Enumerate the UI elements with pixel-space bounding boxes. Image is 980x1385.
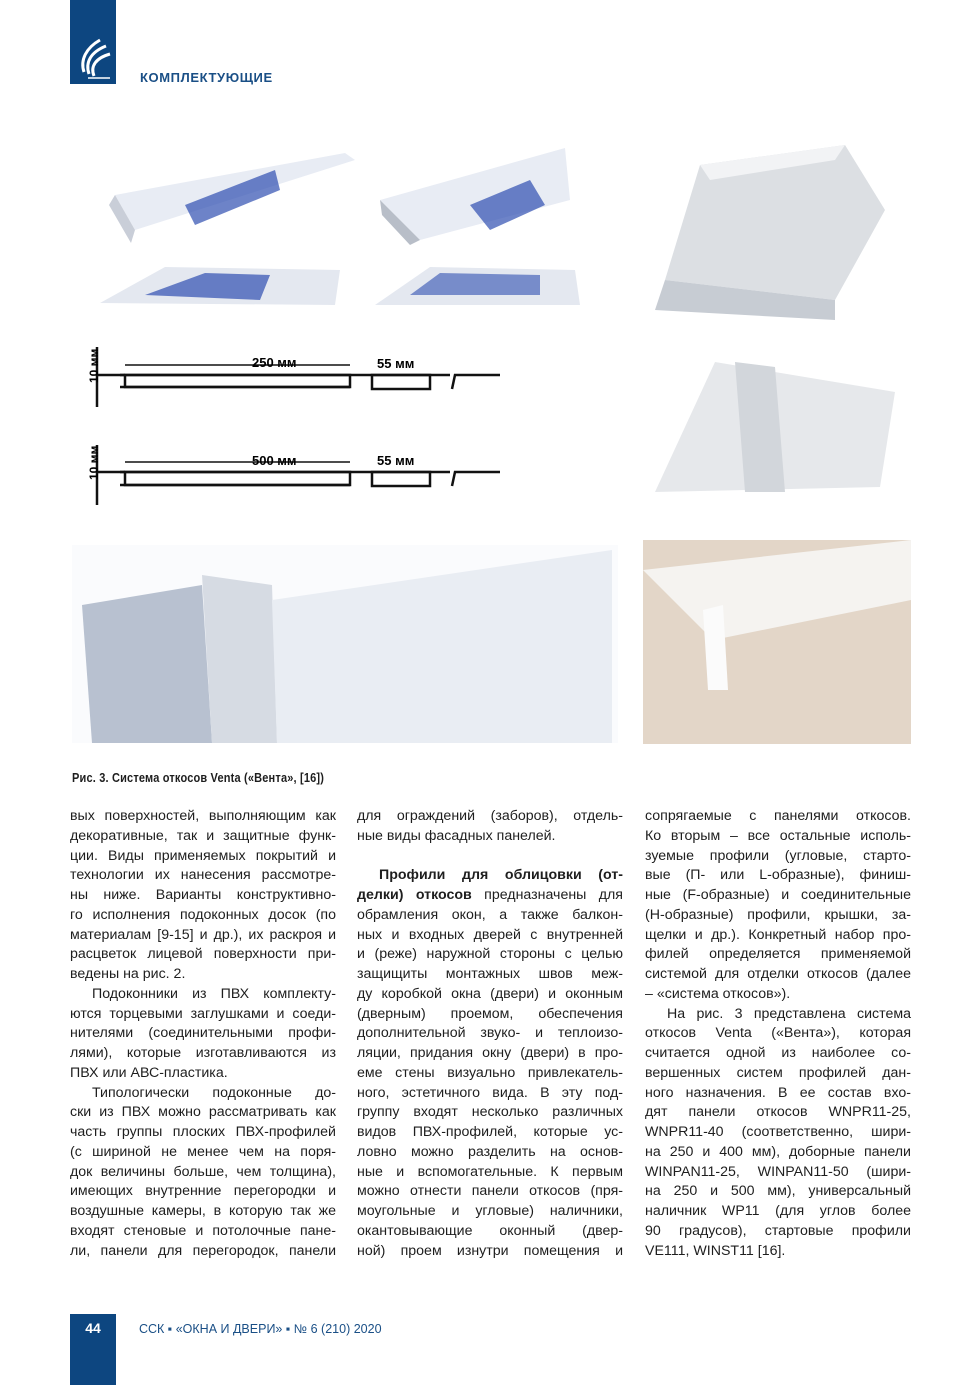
text-line: на 250 и 400 мм), доборные панели — [645, 1143, 911, 1160]
text-line: наличник WP11 (для углов более — [645, 1203, 911, 1219]
text-line: VE111, WINST11 [16]. — [645, 1242, 786, 1259]
text-line: для ограждений (заборов), отдель- — [357, 808, 623, 824]
text-line: обрамления окон, а также балкон- — [357, 906, 623, 923]
text-column-3 — [645, 807, 911, 1261]
text-line: лями), которые изготавливаются из — [70, 1045, 336, 1061]
text-line — [357, 886, 623, 906]
text-line: – «система откосов»). — [645, 985, 791, 1002]
text-run: предназначены для — [471, 887, 623, 903]
text-line: моугольные и угловые) наличники, — [357, 1203, 623, 1219]
text-line: ной) проем изнутри помещения и — [357, 1242, 623, 1259]
text-line: видов ПВХ-профилей, которые ус- — [357, 1124, 623, 1140]
text-line: сопрягаемые с панелями откосов. — [645, 808, 911, 824]
text-line: вых поверхностей, выполняющим как — [70, 808, 336, 824]
text-column-2 — [357, 807, 623, 1261]
text-line: Подоконники из ПВХ комплекту- — [92, 985, 336, 1002]
text-line: ные и вспомогательные. К первым — [357, 1163, 623, 1180]
bold-term: Профили для облицовки (от- — [379, 867, 623, 884]
text-line: ловно можно разделить на основ- — [357, 1143, 623, 1160]
width-label-top: 250 мм — [252, 355, 297, 370]
text-line: (с шириной не менее чем на поря- — [70, 1143, 336, 1160]
windowsill-photo — [643, 540, 911, 744]
thickness-label-top: 10 мм — [87, 348, 101, 383]
text-line: WNPR11-40 (соответственно, шири- — [645, 1124, 911, 1140]
text-line: ляции, придания окну (двери) в про- — [357, 1045, 623, 1061]
text-line: ду коробкой окна (двери) и оконным — [357, 985, 623, 1002]
text-line: (Н-образные) профили, крышки, за- — [645, 906, 911, 923]
footer-journal: ССК ▪ «ОКНА И ДВЕРИ» ▪ № 6 (210) 2020 — [139, 1322, 382, 1336]
profile-dimension-drawing — [80, 335, 610, 510]
text-line: декоративные, так и защитные функ- — [70, 827, 336, 844]
text-line: зуемые профили (угловые, старто- — [645, 847, 911, 864]
text-line: откосов Venta («Вента»), которая — [645, 1025, 911, 1042]
text-line: филей определяется применяемой — [645, 946, 911, 963]
text-line: технологии их нанесения рассмотре- — [70, 867, 336, 884]
panel-samples-photo — [95, 145, 365, 320]
header-bar — [70, 0, 116, 84]
text-line — [357, 866, 623, 886]
text-column-1 — [70, 807, 336, 1261]
text-line: защищиты монтажных швов меж- — [357, 966, 623, 982]
text-line: считается одной из наиболее со- — [645, 1045, 911, 1061]
text-line: материалам [9-15] и др.), их раскроя и — [70, 926, 336, 943]
text-line: можно отнести панели откосов (пря- — [357, 1183, 623, 1200]
text-line: ции. Виды применяемых покрытий и — [70, 847, 336, 864]
text-line: Ко вторым – все остальные исполь- — [645, 827, 911, 844]
text-line: дят панели откосов WNPR11-25, — [645, 1104, 911, 1121]
text-line: ведены на рис. 2. — [70, 966, 186, 982]
text-line: часть группы плоских ПВХ-профилей — [70, 1124, 336, 1140]
text-line: ски из ПВХ можно рассматривать как — [70, 1104, 336, 1121]
text-line: на 250 и 500 мм), универсальный — [645, 1183, 911, 1200]
page-number: 44 — [85, 1320, 101, 1336]
connector-label-top: 55 мм — [377, 356, 415, 371]
text-line: ны ниже. Варианты конструктивно- — [70, 887, 336, 903]
text-line: и (реже) наружной стороны с целью — [357, 946, 623, 963]
text-line: еме стены визуально привлекатель- — [357, 1064, 623, 1081]
text-line: вершенных систем профилей дан- — [645, 1064, 911, 1081]
text-line: системой для отделки откосов (далее — [645, 966, 911, 982]
thickness-label-bottom: 10 мм — [87, 445, 101, 480]
corner-panel-photo — [370, 145, 580, 320]
text-line: дополнительной звуко- и теплоизо- — [357, 1025, 623, 1042]
text-line: го исполнения подоконных досок (по — [70, 906, 336, 923]
text-line: 90 градусов), стартовые профили — [645, 1222, 911, 1239]
width-label-bottom: 500 мм — [252, 453, 297, 468]
text-line: щелки и др.). Конкретный набор про- — [645, 926, 911, 943]
text-line: имеющих внутренние перегородки и — [70, 1183, 336, 1200]
text-line: Типологически подоконные до- — [92, 1084, 336, 1101]
text-line: ются торцевыми заглушками и соеди- — [70, 1005, 336, 1022]
slope-system-photo — [72, 545, 618, 743]
connector-label-bottom: 55 мм — [377, 453, 415, 468]
text-line: ные (F-образные) и соединительные — [645, 887, 911, 903]
text-line: ные виды фасадных панелей. — [357, 827, 556, 844]
text-line: расцветок лицевой поверхности при- — [70, 946, 336, 963]
text-line: окантовывающие оконный (двер- — [357, 1222, 623, 1239]
text-line: ли, панели для перегородок, панели — [70, 1242, 336, 1259]
text-line: ных и входных дверей с внутренней — [357, 926, 623, 943]
bold-term: делки) откосов — [357, 887, 472, 903]
text-line: (дверным) проемом, обеспечения — [357, 1005, 623, 1022]
text-line: входят стеновые и потолочные пане- — [70, 1222, 336, 1239]
text-line: группу входят несколько различных — [357, 1104, 623, 1121]
figure-caption: Рис. 3. Система откосов Venta («Вента», [16]) — [72, 771, 325, 785]
text-line: нителями (соединительными профи- — [70, 1025, 336, 1042]
logo-icon — [70, 0, 116, 84]
section-title: КОМПЛЕКТУЮЩИЕ — [140, 70, 273, 85]
text-line: воздушные камеры, в которую так же — [70, 1203, 336, 1219]
text-line: ПВХ или АВС-пластика. — [70, 1064, 228, 1081]
text-line: ного, эстетичного вида. В эту под- — [357, 1084, 623, 1101]
paragraph-gap — [357, 847, 623, 867]
profile-photo-1 — [645, 140, 905, 340]
profile-photo-2 — [645, 352, 905, 512]
text-line: вые (П- или L-образные), финиш- — [645, 867, 911, 884]
text-line: На рис. 3 представлена система — [667, 1005, 911, 1022]
text-line: WINPAN11-25, WINPAN11-50 (шири- — [645, 1163, 911, 1180]
text-line: ного назначения. В ее состав вхо- — [645, 1084, 911, 1101]
text-line: док величины больше, чем толщина), — [70, 1163, 336, 1180]
